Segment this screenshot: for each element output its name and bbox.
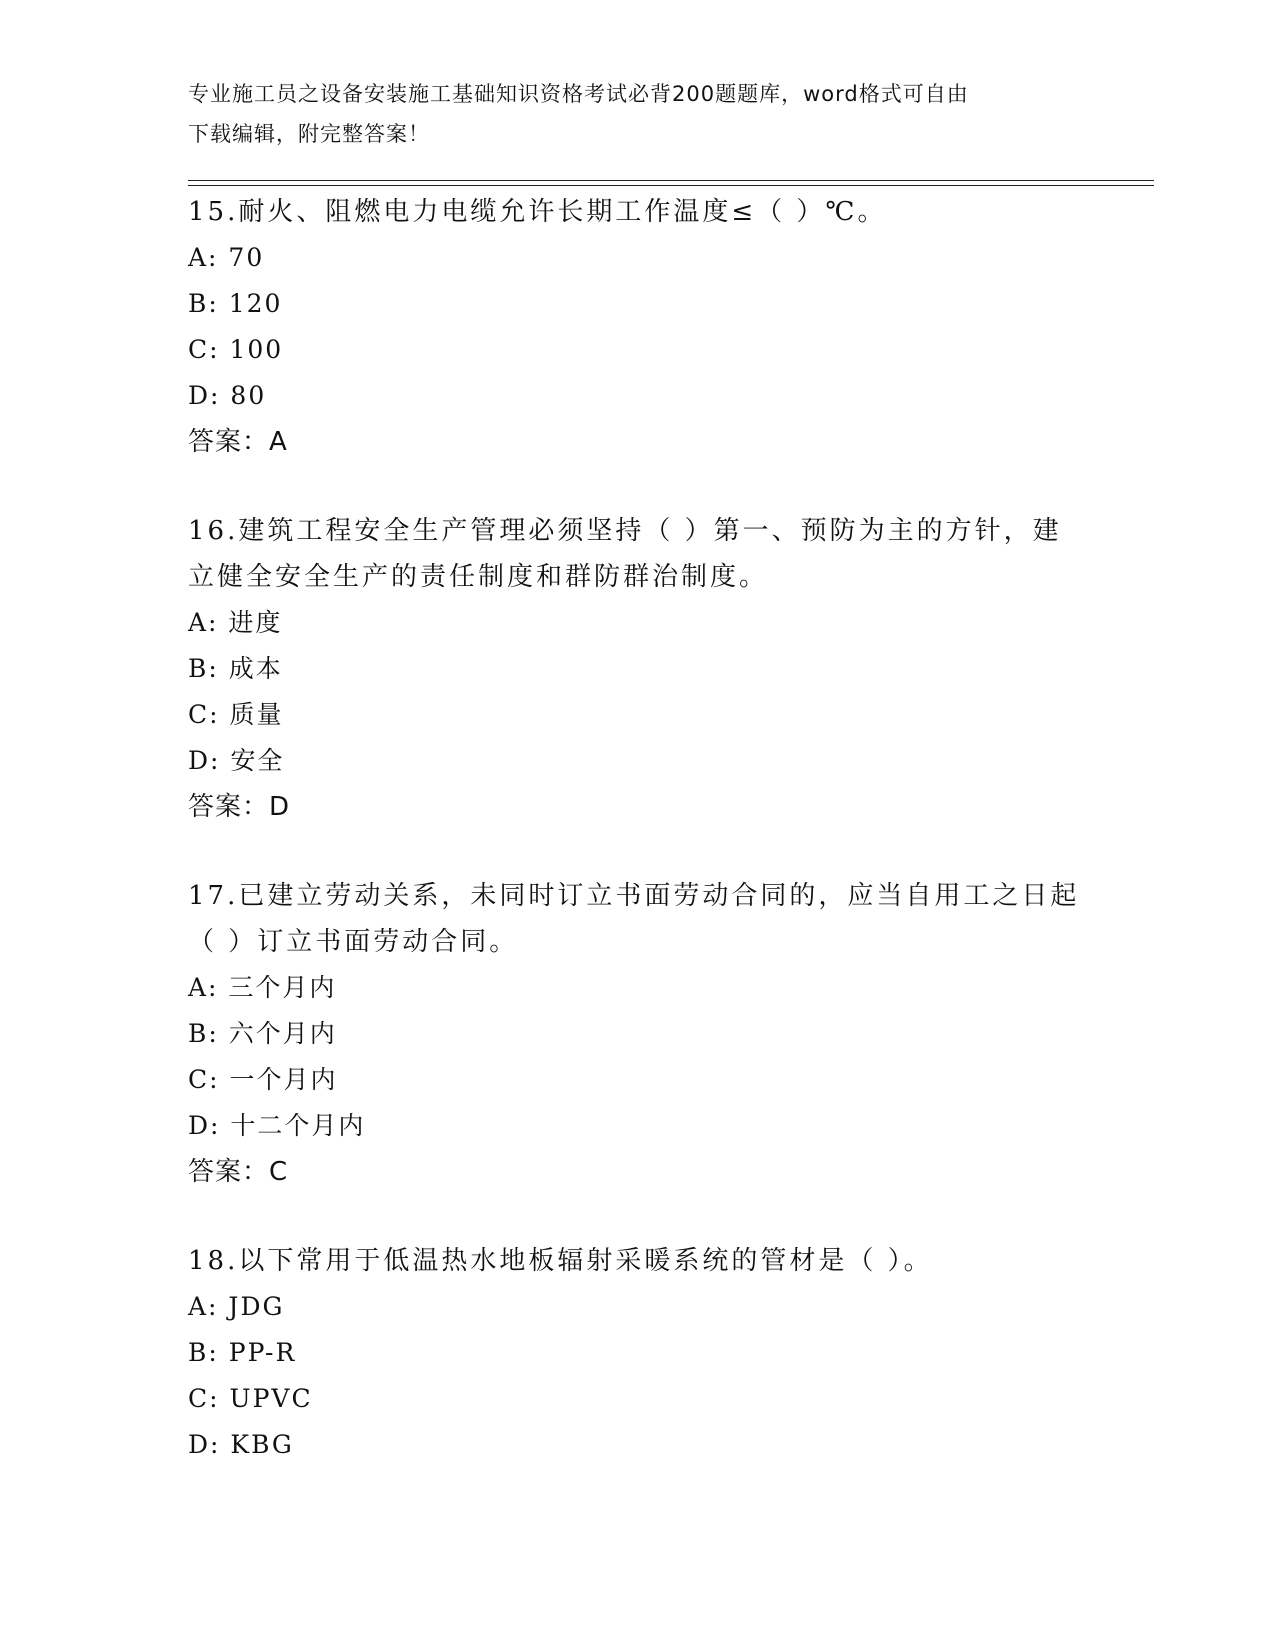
- option-c: C: 100: [188, 335, 284, 364]
- question-stem: 15.耐火、阻燃电力电缆允许长期工作温度≤（ ）℃。: [188, 197, 887, 227]
- option-b: B: 成本: [188, 654, 283, 683]
- document-header: [188, 74, 1078, 154]
- question-15: [188, 189, 1088, 465]
- option-c: C: 质量: [188, 700, 284, 729]
- option-d: D: 80: [188, 381, 267, 410]
- option-b: B: PP-R: [188, 1338, 297, 1367]
- question-stem: 17.已建立劳动关系，未同时订立书面劳动合同的，应当自用工之日起: [188, 881, 1080, 911]
- option-d: D: KBG: [188, 1430, 294, 1459]
- question-stem: 16.建筑工程安全生产管理必须坚持（ ）第一、预防为主的方针，建: [188, 516, 1062, 546]
- option-a: A: JDG: [188, 1292, 285, 1321]
- option-b: B: 120: [188, 289, 283, 318]
- option-c: C: 一个月内: [188, 1065, 338, 1094]
- option-b: B: 六个月内: [188, 1019, 337, 1048]
- question-17: [188, 873, 1088, 1195]
- header-line-1: 专业施工员之设备安装施工基础知识资格考试必背200题题库，word格式可自由: [188, 82, 969, 106]
- header-line-2: 下载编辑，附完整答案！: [188, 122, 430, 146]
- question-stem-continuation: 立健全安全生产的责任制度和群防群治制度。: [188, 562, 769, 592]
- option-d: D: 十二个月内: [188, 1111, 366, 1140]
- option-a: A: 70: [188, 243, 265, 272]
- answer-line: 答案：C: [188, 1157, 289, 1187]
- option-c: C: UPVC: [188, 1384, 313, 1413]
- option-d: D: 安全: [188, 746, 285, 775]
- option-a: A: 进度: [188, 608, 283, 637]
- header-divider-bottom: [188, 185, 1154, 186]
- question-16: [188, 508, 1088, 830]
- header-divider-top: [188, 180, 1154, 181]
- answer-line: 答案：A: [188, 427, 288, 457]
- question-stem: 18.以下常用于低温热水地板辐射采暖系统的管材是（ ）。: [188, 1246, 933, 1276]
- answer-line: 答案：D: [188, 792, 291, 822]
- option-a: A: 三个月内: [188, 973, 337, 1002]
- question-18: [188, 1238, 1088, 1468]
- question-stem-continuation: （ ）订立书面劳动合同。: [188, 927, 519, 957]
